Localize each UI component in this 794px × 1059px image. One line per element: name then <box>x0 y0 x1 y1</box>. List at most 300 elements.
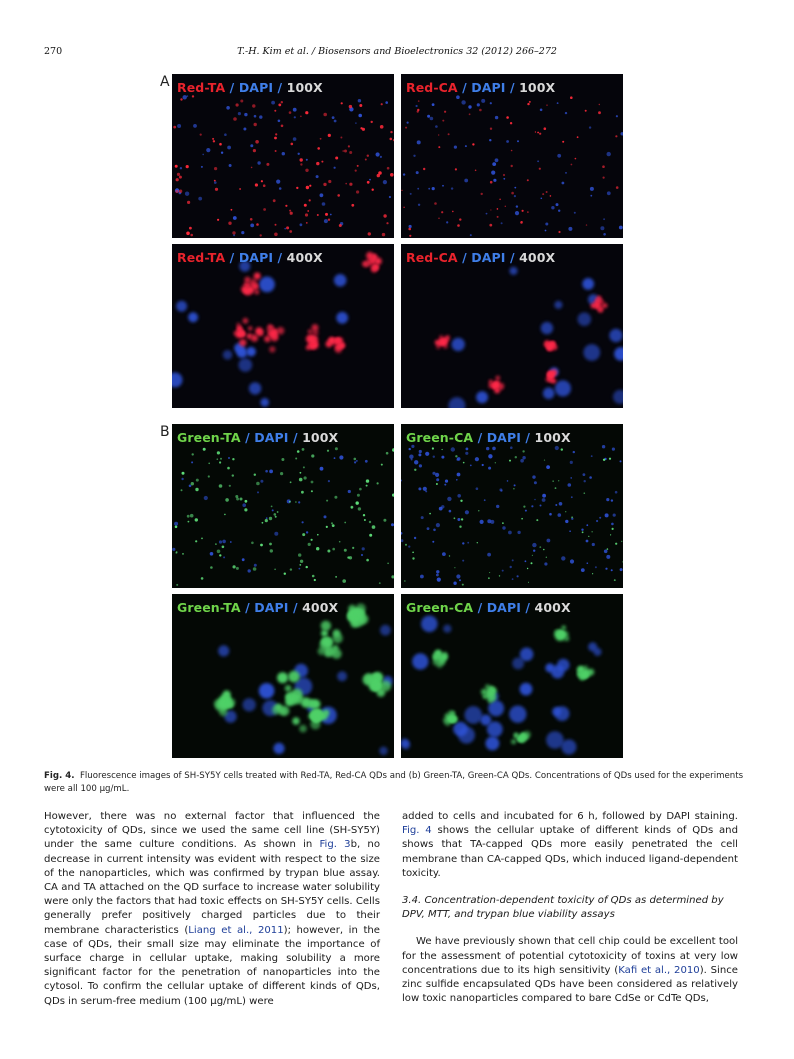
fluorescent-spot <box>244 277 250 283</box>
fluorescent-spot <box>188 312 198 322</box>
fluorescent-spot <box>490 128 492 130</box>
fluorescent-spot <box>403 207 404 208</box>
fluorescent-spot <box>257 491 259 493</box>
fluorescent-spot <box>195 488 198 491</box>
fluorescent-spot <box>260 398 269 407</box>
fluorescent-spot <box>274 137 277 140</box>
fluorescent-spot <box>219 143 222 146</box>
fluorescent-spot <box>609 329 622 342</box>
fluorescent-spot <box>274 233 278 237</box>
fluorescent-spot <box>293 137 297 141</box>
fluorescent-spot <box>547 539 551 543</box>
fluorescent-spot <box>443 339 449 345</box>
fluorescent-spot <box>339 541 341 543</box>
fluorescent-spot <box>302 533 305 536</box>
fluorescent-spot <box>421 616 438 633</box>
fluorescent-spot <box>557 102 559 104</box>
fluorescent-spot <box>229 485 231 487</box>
fluorescent-spot <box>245 500 248 503</box>
fluorescent-spot <box>196 479 199 482</box>
fluorescent-spot <box>189 485 192 488</box>
fluorescent-spot <box>176 178 179 181</box>
fluorescent-spot <box>461 518 463 520</box>
fluorescent-spot <box>316 547 319 550</box>
fluorescent-spot <box>599 104 600 105</box>
fluorescent-spot <box>445 480 448 483</box>
fluorescent-spot <box>281 101 283 103</box>
fluorescent-spot <box>195 518 198 521</box>
fluorescent-spot <box>228 457 230 459</box>
fluorescent-spot <box>542 498 546 502</box>
fluorescent-spot <box>176 301 187 312</box>
fluorescent-spot <box>533 550 535 552</box>
fluorescent-spot <box>535 131 536 132</box>
fluorescent-spot <box>489 380 493 384</box>
fluorescent-spot <box>321 630 328 637</box>
fluorescent-spot <box>414 537 416 539</box>
fluorescent-spot <box>620 568 623 571</box>
fluorescent-spot <box>561 448 563 450</box>
fluorescent-spot <box>453 582 456 585</box>
fluorescent-spot <box>525 510 527 512</box>
fluorescent-spot <box>433 456 435 458</box>
fluorescent-spot <box>192 453 194 455</box>
fluorescent-spot <box>540 505 542 507</box>
page-number: 270 <box>44 46 63 57</box>
fluorescent-spot <box>342 579 346 583</box>
fluorescent-spot <box>439 507 443 511</box>
fluorescent-spot <box>210 552 214 556</box>
fluorescent-spot <box>477 542 478 543</box>
fluorescent-spot <box>427 115 430 118</box>
fluorescent-spot <box>234 331 238 335</box>
fluorescent-spot <box>366 485 368 487</box>
fluorescent-spot <box>285 205 287 207</box>
paragraph: We have previously shown that cell chip could be excellent tool for the assessment of potential cytotoxicity of toxins at very low concentrations due to its high sensitivity (Kafi et al., 2010). Since zinc sulfide encapsulated QDs have been considered as relatively low toxic nanoparticles compared to bare CdSe or CdTe QDs, <box>402 936 738 1005</box>
fluorescent-spot <box>558 210 560 212</box>
fluorescent-spot <box>442 449 443 450</box>
fluorescent-spot <box>256 482 260 486</box>
fluorescent-spot <box>603 233 606 236</box>
fluorescent-spot <box>425 452 429 456</box>
fluorescent-spot <box>366 559 369 562</box>
fluorescent-spot <box>525 560 527 562</box>
fluorescent-spot <box>248 569 251 572</box>
fluorescent-spot <box>486 213 488 215</box>
fluorescent-spot <box>423 168 425 170</box>
fluorescent-spot <box>451 187 453 189</box>
fluorescent-spot <box>561 556 565 560</box>
image-label: Green-TA / DAPI / 100X <box>177 430 339 445</box>
fluorescent-spot <box>489 139 491 141</box>
fluorescent-spot <box>436 570 439 573</box>
fluorescent-spot <box>293 108 297 112</box>
fluorescent-spot <box>598 111 601 114</box>
fluorescent-spot <box>356 460 358 462</box>
fluorescent-spot <box>344 150 347 153</box>
fluorescent-spot <box>520 683 533 696</box>
fluorescent-spot <box>380 625 391 636</box>
fluorescent-spot <box>334 457 336 459</box>
fluorescent-spot <box>340 137 342 139</box>
fluorescent-spot <box>605 513 609 517</box>
fluorescent-spot <box>385 101 388 104</box>
fluorescent-spot <box>280 472 283 475</box>
fluorescent-spot <box>512 578 514 580</box>
fluorescent-spot <box>332 116 335 119</box>
fluorescent-spot <box>188 521 190 523</box>
fluorescent-spot <box>349 151 352 154</box>
fluorescent-spot <box>575 158 577 160</box>
fluorescent-spot <box>254 273 261 280</box>
fluorescent-spot <box>419 450 422 453</box>
fluorescent-spot <box>186 165 189 168</box>
fluorescent-spot <box>230 541 232 543</box>
fluorescent-spot <box>201 166 203 168</box>
fluorescent-spot <box>336 312 348 324</box>
fluorescent-spot <box>242 503 246 507</box>
fluorescent-spot <box>448 133 450 135</box>
fluorescent-spot <box>182 553 184 555</box>
fluorescent-spot <box>555 446 559 450</box>
citation-link[interactable]: Kafi et al., 2010 <box>618 964 700 976</box>
fluorescent-spot <box>562 141 564 143</box>
fluorescent-spot <box>514 187 516 189</box>
fluorescent-spot <box>446 221 448 223</box>
image-label: Red-TA / DAPI / 400X <box>177 250 323 265</box>
fluorescent-spot <box>344 522 346 524</box>
fluorescent-spot <box>478 510 479 511</box>
fluorescent-spot <box>328 219 330 221</box>
fluorescent-spot <box>236 567 239 570</box>
fluorescent-spot <box>320 138 322 140</box>
fluorescent-spot <box>558 231 560 233</box>
fluorescent-spot <box>358 99 361 102</box>
fluorescent-spot <box>289 230 292 233</box>
fluorescent-spot <box>299 478 303 482</box>
fluorescent-spot <box>372 525 376 529</box>
fluorescent-spot <box>456 95 460 99</box>
fluorescent-spot <box>485 684 490 689</box>
fluorescent-spot <box>607 191 611 195</box>
fluorescence-image <box>401 594 623 758</box>
fluorescent-spot <box>438 146 440 148</box>
fluorescent-spot <box>442 552 446 556</box>
fluorescent-spot <box>223 350 233 360</box>
fluorescent-spot <box>260 234 262 236</box>
fluorescent-spot <box>307 210 309 212</box>
fluorescent-spot <box>558 631 564 637</box>
fluorescent-spot <box>249 382 261 394</box>
fluorescent-spot <box>269 517 272 520</box>
fluorescent-spot <box>597 296 602 301</box>
fluorescent-spot <box>527 103 529 105</box>
fluorescent-spot <box>555 487 557 489</box>
fluorescent-spot <box>541 198 543 200</box>
fluorescent-spot <box>612 528 614 530</box>
fluorescent-spot <box>413 155 415 157</box>
image-label: Green-CA / DAPI / 100X <box>406 430 571 445</box>
fluorescent-spot <box>571 164 573 166</box>
fluorescent-spot <box>568 483 572 487</box>
fluorescent-spot <box>434 202 437 205</box>
fluorescent-spot <box>486 447 489 450</box>
fluorescent-spot <box>547 342 552 347</box>
fluorescent-spot <box>378 171 382 175</box>
fluorescent-spot <box>511 150 513 152</box>
fluorescent-spot <box>475 170 477 172</box>
fluorescent-spot <box>436 574 439 577</box>
fluorescent-spot <box>374 265 379 270</box>
fluorescent-spot <box>589 126 591 128</box>
fluorescent-spot <box>500 490 502 492</box>
fluorescent-spot <box>546 731 564 749</box>
fluorescent-spot <box>208 475 210 477</box>
fluorescent-spot <box>214 180 216 182</box>
fluorescent-spot <box>565 172 567 174</box>
fluorescent-spot <box>511 192 514 195</box>
fluorescent-spot <box>334 120 337 123</box>
fluorescent-spot <box>476 391 488 403</box>
fluorescent-spot <box>251 542 254 545</box>
fluorescent-spot <box>322 202 326 206</box>
fluorescent-spot <box>418 204 420 206</box>
fluorescent-spot <box>391 523 394 526</box>
fluorescent-spot <box>581 568 585 572</box>
fluorescent-spot <box>280 706 290 716</box>
fluorescent-spot <box>387 167 390 170</box>
fluorescent-spot <box>372 189 374 191</box>
fluorescent-spot <box>531 505 533 507</box>
fluorescent-spot <box>590 187 594 191</box>
fluorescent-spot <box>488 577 490 579</box>
fluorescent-spot <box>217 550 221 554</box>
fluorescent-spot <box>487 553 491 557</box>
fluorescent-spot <box>545 230 547 232</box>
fluorescent-spot <box>329 338 334 343</box>
fluorescent-spot <box>508 531 512 535</box>
fluorescent-spot <box>429 513 431 515</box>
fluorescent-spot <box>296 187 298 189</box>
fluorescent-spot <box>487 698 493 704</box>
fluorescent-spot <box>503 178 505 180</box>
fluorescent-spot <box>571 516 573 518</box>
figure-reference-link[interactable]: Fig. 3 <box>319 839 351 851</box>
fluorescent-spot <box>252 104 255 107</box>
fluorescent-spot <box>603 218 605 220</box>
fluorescent-spot <box>248 326 252 330</box>
fluorescent-spot <box>380 125 384 129</box>
fluorescent-spot <box>539 168 541 170</box>
fluorescent-spot <box>599 304 603 308</box>
fluorescent-spot <box>562 626 566 630</box>
panel-label-b: B <box>160 424 170 440</box>
fluorescent-spot <box>461 100 465 104</box>
fluorescent-spot <box>270 549 273 552</box>
fluorescent-spot <box>203 448 206 451</box>
fluorescent-spot <box>532 475 535 478</box>
fluorescent-spot <box>611 523 614 526</box>
fluorescent-spot <box>417 111 419 113</box>
fluorescent-spot <box>306 186 309 189</box>
fluorescent-spot <box>263 208 266 211</box>
fluorescent-spot <box>510 566 512 568</box>
fluorescent-spot <box>455 168 457 170</box>
fluorescent-spot <box>244 508 247 511</box>
fluorescent-spot <box>467 542 469 544</box>
fluorescent-spot <box>614 347 623 361</box>
fluorescent-spot <box>409 448 411 450</box>
fluorescent-spot <box>259 115 262 118</box>
fluorescent-spot <box>251 167 253 169</box>
fluorescent-spot <box>309 185 311 187</box>
fluorescent-spot <box>311 539 313 541</box>
fluorescent-spot <box>391 575 394 578</box>
fluorescent-spot <box>602 165 605 168</box>
fluorescent-spot <box>190 514 194 518</box>
fluorescent-spot <box>546 191 548 193</box>
fluorescent-spot <box>515 456 517 458</box>
fluorescent-spot <box>599 517 601 519</box>
fluorescent-spot <box>297 450 300 453</box>
fluorescent-spot <box>487 519 491 523</box>
fluorescent-spot <box>404 580 405 581</box>
fluorescent-spot <box>537 132 539 134</box>
fluorescent-spot <box>522 456 525 459</box>
fluorescent-spot <box>212 138 214 140</box>
fluorescent-spot <box>236 323 240 327</box>
fluorescent-spot <box>272 509 274 511</box>
figure-reference-link[interactable]: Fig. 4 <box>402 825 432 837</box>
fluorescent-spot <box>273 334 279 340</box>
fluorescent-spot <box>565 520 568 523</box>
fluorescent-spot <box>328 480 330 482</box>
fluorescent-spot <box>511 165 513 167</box>
fluorescent-spot <box>479 109 482 112</box>
fluorescent-spot <box>603 459 605 461</box>
fluorescent-spot <box>456 574 460 578</box>
fluorescent-spot <box>355 122 357 124</box>
fluorescent-spot <box>592 543 595 546</box>
image-label: Red-TA / DAPI / 100X <box>177 80 323 95</box>
fluorescent-spot <box>401 539 403 542</box>
fluorescent-spot <box>408 546 410 548</box>
fluorescent-spot <box>325 213 328 216</box>
fluorescent-spot <box>175 552 177 554</box>
fluorescent-spot <box>589 476 592 479</box>
fluorescent-spot <box>409 455 413 459</box>
fluorescent-spot <box>217 219 219 221</box>
fluorescent-spot <box>253 149 256 152</box>
fluorescent-spot <box>305 169 308 172</box>
fluorescent-spot <box>239 339 247 347</box>
fluorescent-spot <box>263 184 266 187</box>
fluorescent-spot <box>613 514 616 517</box>
fluorescent-spot <box>510 122 512 124</box>
fluorescent-spot <box>577 136 579 138</box>
fluorescent-spot <box>339 224 342 227</box>
fluorescent-spot <box>588 642 597 651</box>
fluorescent-spot <box>365 159 367 161</box>
fluorescent-spot <box>497 216 499 218</box>
fluorescent-spot <box>522 210 524 212</box>
fluorescent-spot <box>250 224 254 228</box>
fluorescent-spot <box>458 727 475 744</box>
fluorescent-spot <box>192 95 194 97</box>
fluorescent-spot <box>281 125 284 128</box>
fluorescent-spot <box>243 698 256 711</box>
fluorescent-spot <box>449 555 450 556</box>
fluorescent-spot <box>542 193 544 195</box>
fluorescent-spot <box>176 584 178 586</box>
fluorescent-spot <box>334 167 336 169</box>
fluorescent-spot <box>414 460 418 464</box>
fluorescent-spot <box>621 132 624 135</box>
fluorescent-spot <box>348 145 350 147</box>
fluorescent-spot <box>204 496 208 500</box>
figure-caption <box>44 770 750 796</box>
fluorescent-spot <box>219 554 221 556</box>
fluorescent-spot <box>546 465 550 469</box>
fluorescent-spot <box>452 338 465 351</box>
fluorescent-spot <box>277 672 288 683</box>
fluorescent-spot <box>282 152 285 155</box>
fluorescent-spot <box>490 102 492 104</box>
fluorescent-spot <box>224 133 227 136</box>
fluorescent-spot <box>401 532 402 535</box>
fluorescent-spot <box>286 226 289 229</box>
fluorescent-spot <box>591 455 593 457</box>
fluorescent-spot <box>604 550 608 554</box>
fluorescent-spot <box>527 211 528 212</box>
fluorescent-spot <box>246 347 256 357</box>
fluorescent-spot <box>555 504 557 506</box>
citation-link[interactable]: Liang et al., 2011 <box>188 924 284 936</box>
fluorescent-spot <box>351 506 354 509</box>
fluorescent-spot <box>477 103 480 106</box>
fluorescent-spot <box>335 447 338 450</box>
fluorescent-spot <box>254 474 256 476</box>
fluorescent-spot <box>441 456 444 459</box>
fluorescent-spot <box>299 725 307 733</box>
fluorescent-spot <box>442 185 444 187</box>
fluorescent-spot <box>269 470 273 474</box>
fluorescent-spot <box>330 214 332 216</box>
fluorescent-spot <box>366 479 369 482</box>
fluorescent-spot <box>214 167 217 170</box>
fluorescent-spot <box>328 134 331 137</box>
fluorescent-spot <box>357 165 359 167</box>
fluorescent-spot <box>172 548 175 551</box>
fluorescent-spot <box>432 447 434 449</box>
fluorescent-spot <box>521 518 523 520</box>
fluorescent-spot <box>352 547 354 549</box>
fluorescent-spot <box>247 333 253 339</box>
fluorescent-spot <box>361 554 363 556</box>
fluorescent-spot <box>226 106 230 110</box>
fluorescent-spot <box>556 203 559 206</box>
fluorescent-spot <box>550 195 552 197</box>
fluorescent-spot <box>250 278 258 286</box>
fluorescent-spot <box>605 568 607 570</box>
fluorescence-image <box>401 74 623 238</box>
fluorescent-spot <box>549 513 552 516</box>
fluorescent-spot <box>250 144 253 147</box>
fluorescent-spot <box>243 318 249 324</box>
fluorescent-spot <box>616 115 618 117</box>
caption-label: Fig. 4. <box>44 771 75 781</box>
fluorescent-spot <box>568 227 572 231</box>
